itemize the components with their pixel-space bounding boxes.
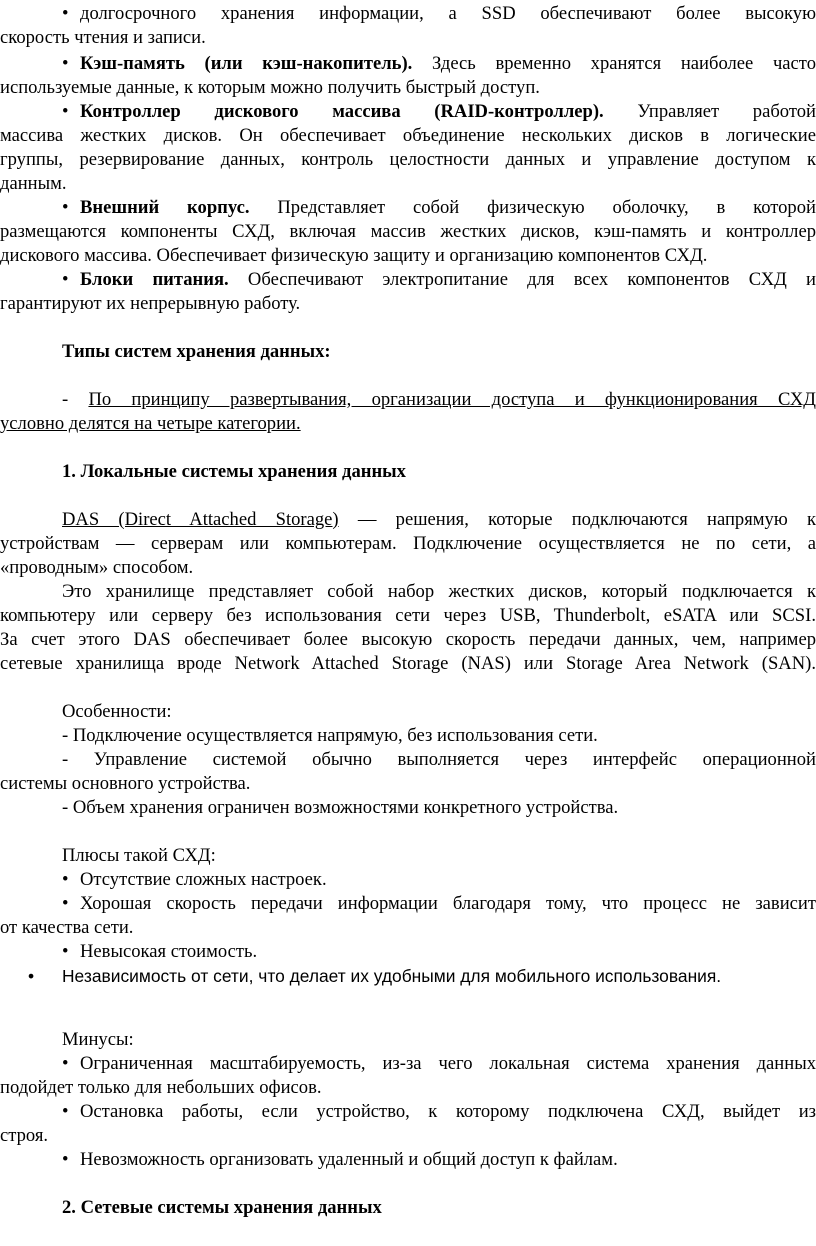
bullet: • [62, 101, 69, 122]
bullet: • [62, 1149, 69, 1170]
section-heading: Типы систем хранения данных: [62, 341, 331, 362]
paragraph-line: гарантируют их непрерывную работу. [0, 293, 301, 314]
paragraph-line: - По принципу развертывания, организации доступа и функционирования СХД [62, 389, 816, 410]
paragraph-line: сетевые хранилища вроде Network Attached Storage (NAS) или Storage Area Network (SAN). [0, 653, 816, 674]
paragraph-line: компьютеру или серверу без использования сети через USB, Thunderbolt, eSATA или SCSI. [0, 605, 816, 626]
section-heading: 1. Локальные системы хранения данных [62, 461, 406, 482]
paragraph-line: строя. [0, 1125, 49, 1146]
bullet: • [62, 269, 69, 290]
paragraph-line: размещаются компоненты СХД, включая массив жестких дисков, кэш-память и контроллер [0, 221, 816, 242]
list-item-power: • Блоки питания. Обеспечивают электропитание для всех компонентов СХД и [0, 268, 816, 292]
paragraph-line: подойдет только для небольших офисов. [0, 1077, 322, 1098]
term: Кэш-память (или кэш-накопитель). [80, 53, 413, 74]
paragraph-line: Это хранилище представляет собой набор жестких дисков, который подключается к [62, 581, 816, 602]
paragraph-line: условно делятся на четыре категории. [0, 413, 301, 434]
term: Блоки питания. [80, 269, 229, 290]
term: Контроллер дискового массива (RAID-контроллер). [80, 101, 604, 122]
bullet: • [28, 966, 35, 986]
paragraph-line: скорость чтения и записи. [0, 27, 206, 48]
bullet: • [62, 1053, 69, 1074]
term: Внешний корпус. [80, 197, 250, 218]
paragraph-line: массива жестких дисков. Он обеспечивает объединение нескольких дисков в логические [0, 125, 816, 146]
feature-item: - Управление системой обычно выполняется через интерфейс операционной [62, 749, 816, 770]
list-item: • Невозможность организовать удаленный и общий доступ к файлам. [0, 1148, 816, 1172]
bullet: • [62, 893, 69, 914]
paragraph-line: DAS (Direct Attached Storage) — решения, которые подключаются напрямую к [62, 509, 816, 530]
paragraph-line: • долгосрочного хранения информации, а SSD обеспечивают более высокую [0, 2, 816, 26]
cons-title: Минусы: [62, 1029, 134, 1050]
list-item-case: • Внешний корпус. Представляет собой физическую оболочку, в которой [0, 196, 816, 220]
paragraph-line: устройствам — серверам или компьютерам. Подключение осуществляется не по сети, а [0, 533, 816, 554]
bullet: • [62, 53, 69, 74]
list-item: • Отсутствие сложных настроек. [0, 868, 816, 892]
list-item: • Независимость от сети, что делает их удобными для мобильного использования. [28, 964, 816, 988]
paragraph-line: дискового массива. Обеспечивает физическую защиту и организацию компонентов СХД. [0, 245, 708, 266]
paragraph-line: данным. [0, 173, 67, 194]
list-item-cache: • Кэш-память (или кэш-накопитель). Здесь временно хранятся наиболее часто [0, 52, 816, 76]
bullet: • [62, 197, 69, 218]
bullet: • [62, 1101, 69, 1122]
features-title: Особенности: [62, 701, 172, 722]
bullet: • [62, 941, 69, 962]
feature-item: - Подключение осуществляется напрямую, без использования сети. [62, 725, 598, 746]
list-item: • Ограниченная масштабируемость, из-за чего локальная система хранения данных [0, 1052, 816, 1076]
paragraph-line: За счет этого DAS обеспечивает более высокую скорость передачи данных, чем, например [0, 629, 816, 650]
section-heading: 2. Сетевые системы хранения данных [62, 1197, 382, 1218]
list-item: • Невысокая стоимость. [0, 940, 816, 964]
paragraph-line: от качества сети. [0, 917, 134, 938]
bullet: • [62, 3, 69, 24]
feature-item: - Объем хранения ограничен возможностями конкретного устройства. [62, 797, 619, 818]
pros-title: Плюсы такой СХД: [62, 845, 216, 866]
das-term: DAS (Direct Attached Storage) [62, 509, 339, 530]
paragraph-line: группы, резервирование данных, контроль целостности данных и управление доступом к [0, 149, 816, 170]
paragraph-line: системы основного устройства. [0, 773, 251, 794]
bullet: • [62, 869, 69, 890]
paragraph-line: «проводным» способом. [0, 557, 194, 578]
list-item-raid-controller: • Контроллер дискового массива (RAID-контроллер). Управляет работой [0, 100, 816, 124]
list-item: • Хорошая скорость передачи информации благодаря тому, что процесс не зависит [0, 892, 816, 916]
list-item: • Остановка работы, если устройство, к которому подключена СХД, выйдет из [0, 1100, 816, 1124]
paragraph-line: используемые данные, к которым можно получить быстрый доступ. [0, 77, 540, 98]
